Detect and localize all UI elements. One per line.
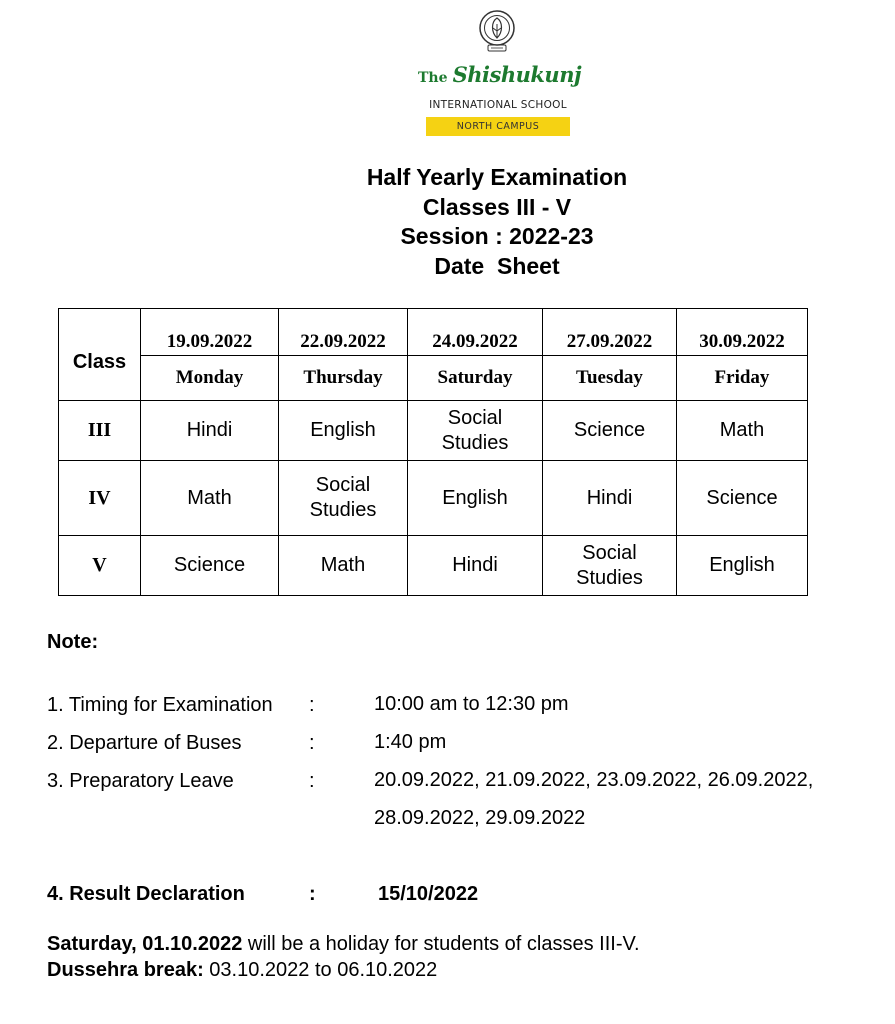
dussehra-dates: 03.10.2022 to 06.10.2022 (203, 959, 438, 981)
note-colon: : (309, 770, 315, 792)
title-line-4: Date Sheet (434, 252, 560, 279)
day-header: Thursday (279, 356, 408, 401)
class-cell: V (59, 536, 141, 596)
subject-cell (279, 401, 408, 461)
brand-the: The (418, 70, 448, 86)
note-colon: : (309, 732, 315, 754)
day-header: Friday (677, 356, 808, 401)
subject-cell (677, 461, 808, 536)
brand-shishukunj: Shishukunj (452, 62, 582, 87)
brand-name (418, 62, 582, 87)
note-label: 1. Timing for Examination (47, 694, 273, 716)
class-cell: IV (59, 461, 141, 536)
subject-text: Math (320, 554, 366, 576)
table-row (59, 536, 808, 596)
dussehra-notice (47, 959, 437, 982)
document-title (297, 163, 697, 281)
title-line-2: Classes III - V (422, 193, 572, 220)
subject-cell (677, 401, 808, 461)
date-header: 27.09.2022 (543, 309, 677, 356)
holiday-date: Saturday, 01.10.2022 (47, 933, 243, 955)
subject-cell (141, 461, 279, 536)
day-header: Tuesday (543, 356, 677, 401)
subject-text: Hindi (186, 419, 233, 441)
date-sheet-table (58, 308, 808, 596)
subject-text: English (442, 486, 508, 509)
date-header: 30.09.2022 (677, 309, 808, 356)
brand-school: INTERNATIONAL SCHOOL (429, 99, 567, 111)
table-header-dates-row (59, 309, 808, 356)
table-header-days-row (59, 356, 808, 401)
subject-cell (677, 536, 808, 596)
result-colon: : (309, 883, 316, 905)
subject-cell (279, 536, 408, 596)
day-header: Monday (141, 356, 279, 401)
note-label: 3. Preparatory Leave (47, 770, 234, 792)
date-header: 19.09.2022 (141, 309, 279, 356)
subject-cell (279, 461, 408, 536)
class-cell: III (59, 401, 141, 461)
subject-text: English (709, 554, 775, 576)
result-label: 4. Result Declaration (47, 883, 245, 905)
holiday-notice (47, 933, 640, 956)
subject-cell (141, 401, 279, 461)
table-row (59, 401, 808, 461)
note-label: 2. Departure of Buses (47, 732, 242, 754)
subject-text: Science (173, 554, 246, 576)
subject-text: Social Studies (441, 406, 509, 454)
title-line-3: Session : 2022-23 (400, 223, 594, 249)
holiday-text: will be a holiday for students of classes III-V. (242, 933, 640, 955)
subject-cell (408, 401, 543, 461)
note-value: 20.09.2022, 21.09.2022, 23.09.2022, 26.09.2022, 28.09.2022, 29.09.2022 (374, 769, 814, 829)
subject-text: Science (706, 486, 778, 509)
school-logo (418, 6, 582, 138)
subject-text: English (310, 419, 376, 441)
subject-text: Math (187, 486, 232, 509)
class-column-header: Class (59, 309, 141, 401)
note-value: 1:40 pm (374, 731, 447, 753)
brand-campus: NORTH CAMPUS (426, 117, 570, 136)
subject-cell (408, 536, 543, 596)
school-emblem-icon (477, 8, 517, 54)
note-heading: Note: (47, 631, 99, 653)
date-header: 24.09.2022 (408, 309, 543, 356)
note-value: 10:00 am to 12:30 pm (374, 693, 569, 715)
subject-text: Hindi (586, 486, 633, 509)
subject-text: Social Studies (309, 474, 377, 521)
subject-cell (408, 461, 543, 536)
title-line-1: Half Yearly Examination (366, 164, 628, 190)
subject-cell (141, 536, 279, 596)
subject-text: Math (719, 419, 765, 441)
table-row (59, 461, 808, 536)
subject-cell (543, 536, 677, 596)
subject-cell (543, 461, 677, 536)
subject-text: Social Studies (576, 541, 643, 589)
dussehra-label: Dussehra break: (47, 959, 204, 981)
result-value: 15/10/2022 (378, 883, 479, 905)
note-colon: : (309, 694, 315, 716)
subject-text: Science (573, 419, 646, 441)
date-header: 22.09.2022 (279, 309, 408, 356)
subject-cell (543, 401, 677, 461)
day-header: Saturday (408, 356, 543, 401)
subject-text: Hindi (452, 554, 498, 576)
